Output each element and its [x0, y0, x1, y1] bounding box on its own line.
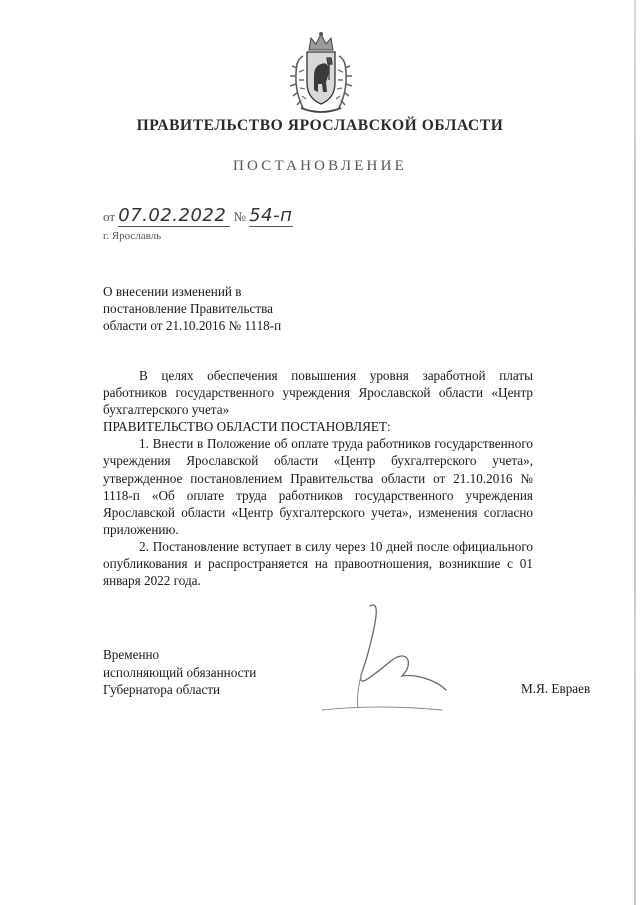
- subject-line: постановление Правительства: [103, 301, 274, 316]
- handwritten-number: 54-п: [249, 205, 293, 226]
- resolves-heading: ПРАВИТЕЛЬСТВО ОБЛАСТИ ПОСТАНОВЛЯЕТ:: [103, 419, 391, 435]
- subject-block: [103, 283, 281, 334]
- signatory-line: Губернатора области: [103, 682, 221, 697]
- document-type: ПОСТАНОВЛЕНИЕ: [233, 158, 407, 174]
- handwritten-date: 07.02.2022: [118, 205, 227, 226]
- handwritten-signature: [318, 598, 448, 718]
- government-title: ПРАВИТЕЛЬСТВО ЯРОСЛАВСКОЙ ОБЛАСТИ: [136, 117, 504, 134]
- date-field: [118, 205, 230, 227]
- city: г. Ярославль: [103, 230, 162, 242]
- subject-line: О внесении изменений в: [103, 284, 242, 299]
- preamble-paragraph: В целях обеспечения повышения уровня заработной платы работников государственного учреждения Ярославской области «Центр бухгалтерского учета»: [103, 368, 533, 418]
- signatory-name: М.Я. Евраев: [521, 681, 591, 696]
- number-prefix: №: [233, 209, 246, 224]
- signatory-line: Временно: [103, 647, 160, 662]
- number-field: [249, 205, 293, 227]
- signatory-line: исполняющий обязанности: [103, 664, 257, 680]
- scan-edge: [634, 0, 636, 905]
- signatory-title: [103, 646, 256, 699]
- date-prefix: от: [103, 209, 116, 224]
- subject-line: области от 21.10.2016 № 1118-п: [103, 318, 282, 333]
- document-body: [103, 367, 533, 589]
- item-1-paragraph: 1. Внести в Положение об оплате труда работников государственного учреждения Ярославской области «Центр бухгалтерского учета», утвержденное постановлением Правительства области от 21.10.2016 № 1118-п «Об оплате труда работников государственного учреждения Ярославской области «Центр бухгалтерского учета», изменения согласно приложению.: [103, 436, 533, 537]
- date-number-line: [103, 205, 293, 227]
- yaroslavl-coat-of-arms-icon: [281, 28, 361, 118]
- item-2-paragraph: 2. Постановление вступает в силу через 10 дней после официального опубликования и распространяется на правоотношения, возникшие с 01 января 2022 года.: [103, 538, 533, 589]
